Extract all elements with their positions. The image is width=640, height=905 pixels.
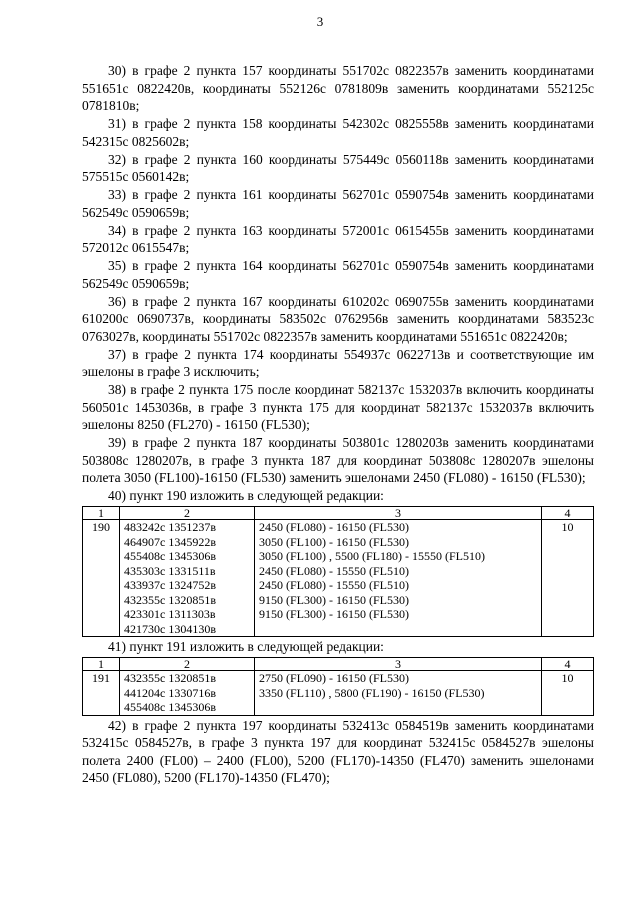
item-39: 39) в графе 2 пункта 187 координаты 503801с 1280203в заменить координатами 503808с 1280207в, в графе 3 пункта 187 для координат 503808с 1280207в эшелоны полета 3050 (FL100)-16150 (FL530) заменить эшелонами 2450 (FL080) - 16150 (FL530); [82,435,594,485]
item-33: 33) в графе 2 пункта 161 координаты 562701с 0590754в заменить координатами 562549с 0590659в; [82,187,594,220]
header-col-1: 1 [83,506,120,520]
flight-level: 3050 (FL100) , 5500 (FL180) - 15550 (FL510) [259,549,485,563]
header-col-3: 3 [255,506,542,520]
flight-level: 3350 (FL110) , 5800 (FL190) - 16150 (FL530) [259,685,485,700]
item-32: 32) в графе 2 пункта 160 координаты 575449с 0560118в заменить координатами 575515с 0560142в; [82,151,594,184]
table-row [83,671,594,716]
coordinate: 421730с 1304130в [124,621,216,636]
coordinate: 432355с 1320851в [124,671,216,685]
flight-level: 2750 (FL090) - 16150 (FL530) [259,671,409,685]
point-number: 191 [83,671,120,716]
item-35: 35) в графе 2 пункта 164 координаты 562701с 0590754в заменить координатами 562549с 0590659в; [82,258,594,291]
item-41-intro: 41) пункт 191 изложить в следующей редакции: [108,639,384,654]
table-item-191 [82,657,594,716]
item-37: 37) в графе 2 пункта 174 координаты 554937с 0622713в и соответствующие им эшелоны в графе 3 исключить; [82,346,594,379]
coordinate: 423301с 1311303в [124,607,216,621]
coordinate: 483242с 1351237в [124,520,216,534]
header-col-1: 1 [83,657,120,671]
header-col-2: 2 [120,657,255,671]
flight-level: 9150 (FL300) - 16150 (FL530) [259,592,409,607]
table-header-row [83,506,594,520]
flight-levels-cell [255,520,542,637]
col-4-value: 10 [542,520,594,637]
header-col-4: 4 [542,506,594,520]
item-42: 42) в графе 2 пункта 197 координаты 532413с 0584519в заменить координатами 532415с 0584527в, в графе 3 пункта 197 для координат 532415с 0584527в эшелоны полета 2400 (FL00) – 2400 (FL00), 5200 (FL170)-14350 (FL470) заменить эшелонами 2450 (FL080), 5200 (FL170)-14350 (FL470); [82,717,594,785]
flight-level: 2450 (FL080) - 15550 (FL510) [259,578,409,592]
coordinate: 455408с 1345306в [124,549,216,563]
item-31: 31) в графе 2 пункта 158 координаты 542302с 0825558в заменить координатами 542315с 0825602в; [82,116,594,149]
table-header-row [83,657,594,671]
flight-level: 2450 (FL080) - 15550 (FL510) [259,563,409,578]
header-col-3: 3 [255,657,542,671]
item-34: 34) в графе 2 пункта 163 координаты 572001с 0615455в заменить координатами 572012с 0615547в; [82,222,594,255]
header-col-2: 2 [120,506,255,520]
coordinate: 464907с 1345922в [124,534,216,549]
flight-level: 3050 (FL100) - 16150 (FL530) [259,534,409,549]
document-body [82,62,594,787]
col-4-value: 10 [542,671,594,716]
coordinate: 455408с 1345306в [124,700,216,714]
coordinates-cell [120,671,255,716]
header-col-4: 4 [542,657,594,671]
item-30: 30) в графе 2 пункта 157 координаты 551702с 0822357в заменить координатами 551651с 0822420в, координаты 552126с 0781809в заменить координатами 552125с 0781810в; [82,63,594,113]
coordinate: 441204с 1330716в [124,685,216,700]
table-item-190 [82,506,594,638]
coordinate: 435303с 1331511в [124,563,216,578]
coordinate: 433937с 1324752в [124,578,216,592]
flight-level: 9150 (FL300) - 16150 (FL530) [259,607,409,621]
coordinates-cell [120,520,255,637]
flight-levels-cell [255,671,542,716]
item-38: 38) в графе 2 пункта 175 после координат 582137с 1532037в включить координаты 560501с 1453036в, в графе 3 пункта 175 для координат 582137с 1532037в включить эшелоны 8250 (FL270) - 16150 (FL530); [82,382,594,432]
flight-level: 2450 (FL080) - 16150 (FL530) [259,520,409,534]
page-number: 3 [316,14,324,29]
item-40-intro: 40) пункт 190 изложить в следующей редакции: [108,488,384,503]
item-36: 36) в графе 2 пункта 167 координаты 610202с 0690755в заменить координатами 610200с 0690737в, координаты 583502с 0762956в заменить координатами 583523с 0763027в, координаты 551702с 0822357в заменить координатами 551651с 0822420в; [82,293,594,344]
table-row [83,520,594,637]
coordinate: 432355с 1320851в [124,592,216,607]
point-number: 190 [83,520,120,637]
